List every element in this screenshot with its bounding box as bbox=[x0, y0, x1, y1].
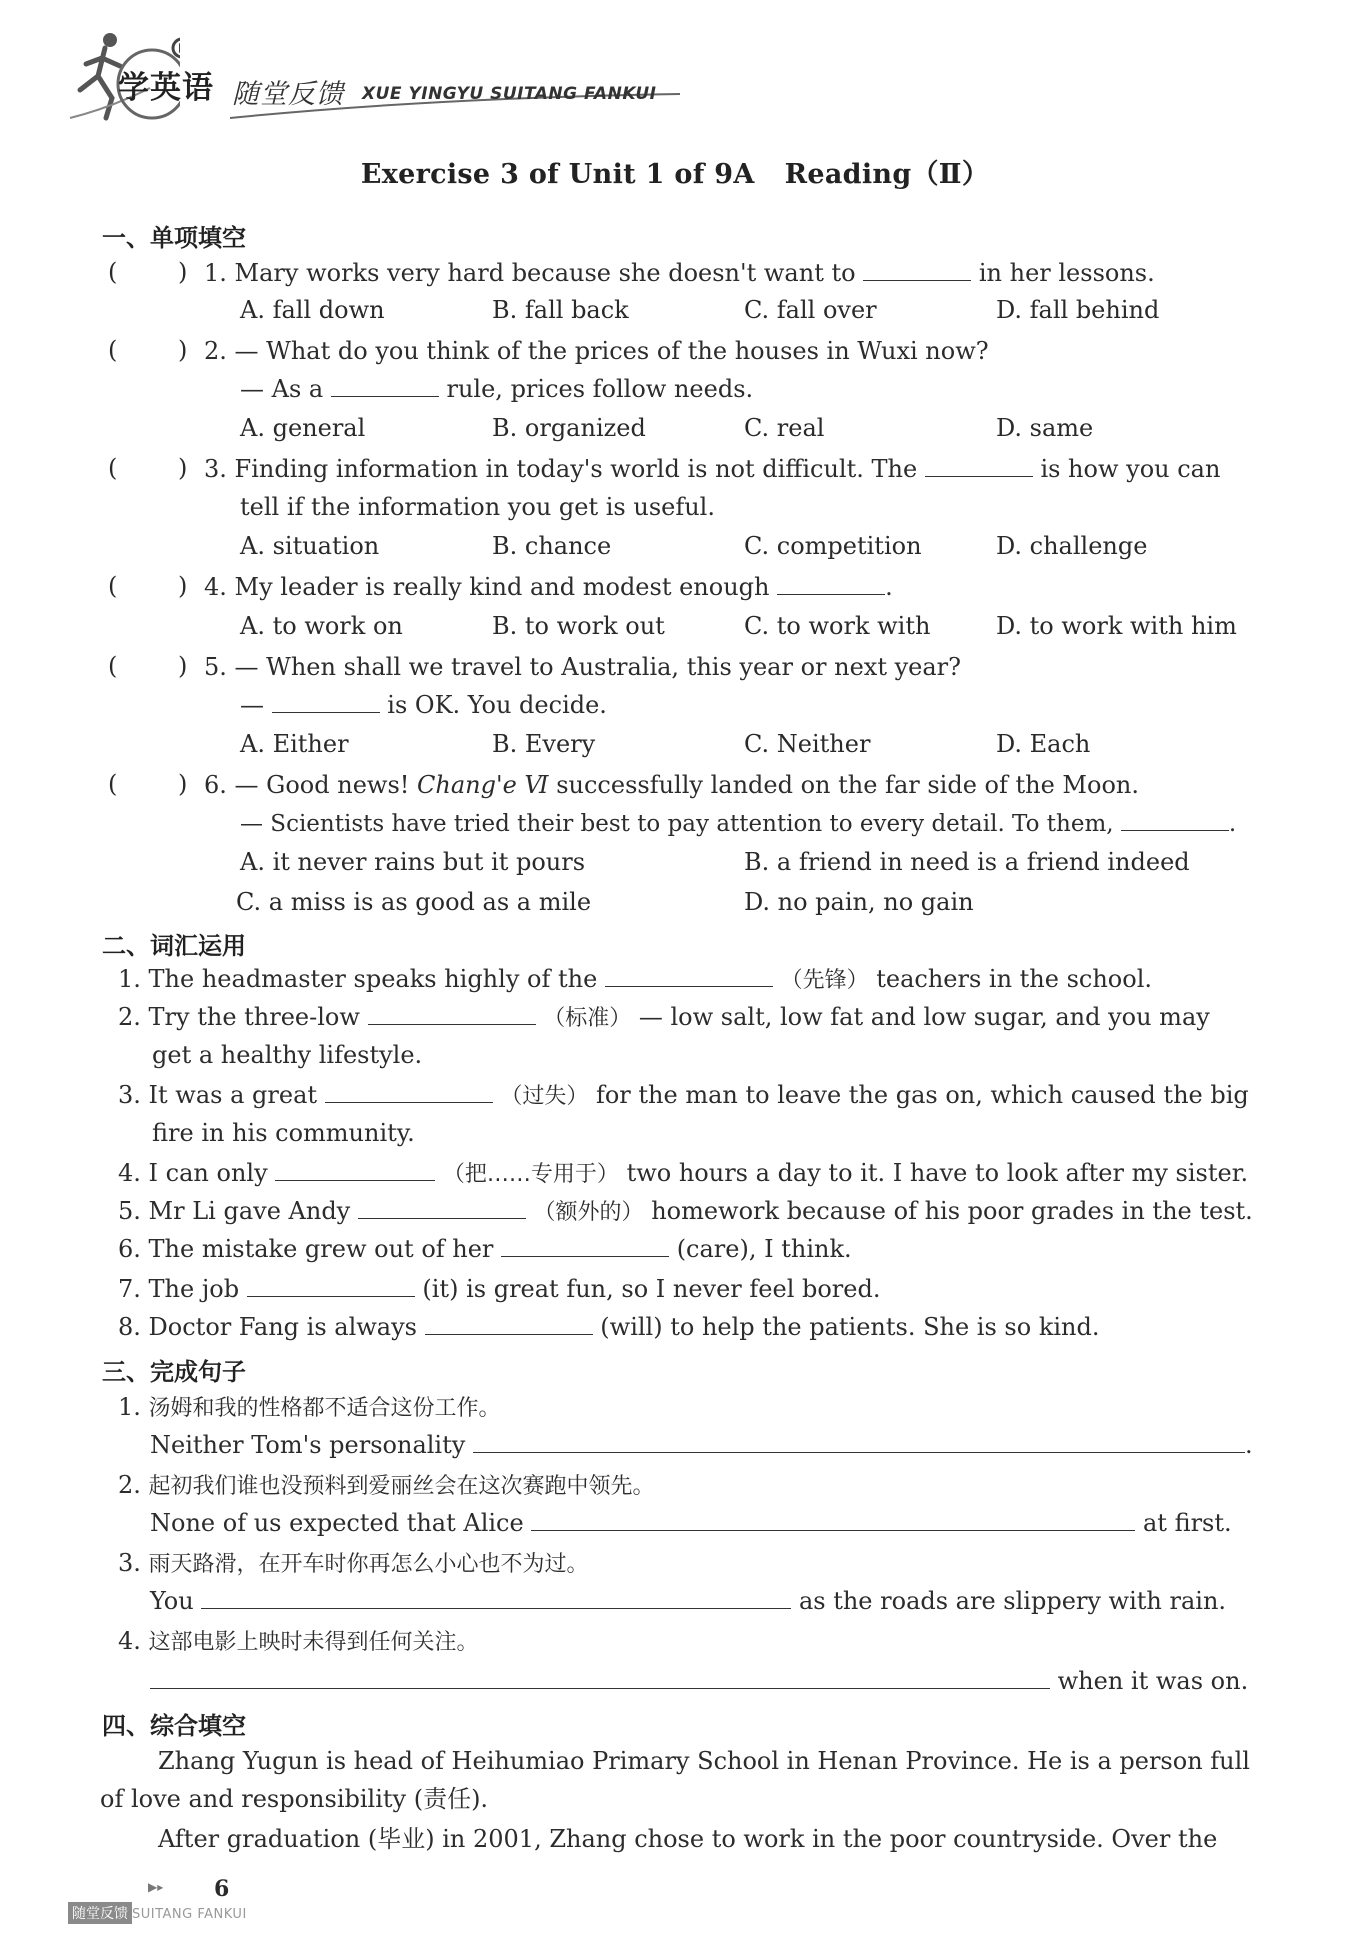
question-stem: — As a bbox=[240, 375, 324, 403]
question-3-line-2: tell if the information you get is useful. bbox=[240, 493, 715, 521]
option-c[interactable]: C. real bbox=[744, 414, 825, 442]
answer-blank[interactable] bbox=[275, 1158, 435, 1181]
vocab-item-3 bbox=[118, 1080, 1249, 1112]
section-1-heading: 一、单项填空 bbox=[102, 224, 246, 252]
answer-paren-open: ( bbox=[108, 572, 118, 600]
question-stem: — What do you think of the prices of the houses in Wuxi now? bbox=[234, 337, 989, 365]
item-number: 2. bbox=[118, 1003, 141, 1031]
option-d[interactable]: D. same bbox=[996, 414, 1094, 442]
question-stem: — Good news! bbox=[234, 771, 410, 799]
item-text: It was a great bbox=[148, 1081, 318, 1109]
item-english-end: as the roads are slippery with rain. bbox=[798, 1587, 1227, 1615]
page-title bbox=[0, 152, 1350, 191]
brand-english: XUE YINGYU SUITANG FANKUI bbox=[362, 84, 657, 104]
item-text: The headmaster speaks highly of the bbox=[148, 965, 598, 993]
item-chinese: 汤姆和我的性格都不适合这份工作。 bbox=[148, 1396, 501, 1421]
option-c[interactable]: C. to work with bbox=[744, 612, 931, 640]
item-text: Doctor Fang is always bbox=[148, 1313, 417, 1341]
vocab-item-6 bbox=[118, 1234, 852, 1264]
option-b[interactable]: B. to work out bbox=[492, 612, 665, 640]
translate-item-4-cn bbox=[118, 1626, 479, 1658]
answer-blank[interactable] bbox=[425, 1312, 593, 1335]
question-number: 6. bbox=[204, 771, 227, 799]
section-3-heading: 三、完成句子 bbox=[102, 1358, 246, 1386]
vocab-item-5 bbox=[118, 1196, 1253, 1228]
answer-paren-open: ( bbox=[108, 336, 118, 364]
question-stem-end: . bbox=[1228, 811, 1237, 837]
option-d[interactable]: D. Each bbox=[996, 730, 1091, 758]
answer-paren-close: ) bbox=[178, 572, 188, 600]
answer-blank[interactable] bbox=[358, 1196, 526, 1219]
question-2-line-2 bbox=[240, 374, 753, 404]
answer-paren-close: ) bbox=[178, 770, 188, 798]
question-stem: — When shall we travel to Australia, this year or next year? bbox=[234, 653, 962, 681]
answer-blank[interactable] bbox=[605, 964, 773, 987]
translate-item-2-cn bbox=[118, 1470, 655, 1502]
question-number: 3. bbox=[204, 455, 227, 483]
option-c[interactable]: C. a miss is as good as a mile bbox=[236, 888, 592, 916]
vocab-item-2-line-2: get a healthy lifestyle. bbox=[152, 1041, 423, 1069]
question-stem-end: successfully landed on the far side of the Moon. bbox=[556, 771, 1139, 799]
page-number: 6 bbox=[214, 1876, 230, 1902]
answer-paren-open: ( bbox=[108, 770, 118, 798]
item-hint: （额外的） bbox=[533, 1200, 644, 1225]
footer-brand-english: SUITANG FANKUI bbox=[132, 1907, 247, 1922]
item-number: 5. bbox=[118, 1197, 141, 1225]
option-a[interactable]: A. Either bbox=[240, 730, 349, 758]
footer-brand bbox=[68, 1902, 247, 1924]
answer-blank[interactable] bbox=[863, 258, 971, 281]
item-text-end: for the man to leave the gas on, which caused the big bbox=[595, 1081, 1249, 1109]
answer-paren-close: ) bbox=[178, 336, 188, 364]
answer-paren-close: ) bbox=[178, 652, 188, 680]
option-d[interactable]: D. fall behind bbox=[996, 296, 1160, 324]
item-number: 4. bbox=[118, 1159, 141, 1187]
translate-item-2-en bbox=[150, 1508, 1232, 1538]
vocab-item-2 bbox=[118, 1002, 1210, 1034]
translate-item-3-cn bbox=[118, 1548, 589, 1580]
question-5-line-2 bbox=[240, 690, 607, 720]
option-b[interactable]: B. a friend in need is a friend indeed bbox=[744, 848, 1190, 876]
question-stem-end: in her lessons. bbox=[978, 259, 1155, 287]
vocab-item-3-line-2: fire in his community. bbox=[152, 1119, 415, 1147]
header bbox=[50, 18, 690, 128]
answer-blank[interactable] bbox=[325, 1080, 493, 1103]
item-english-end: when it was on. bbox=[1057, 1667, 1249, 1695]
vocab-item-4 bbox=[118, 1158, 1248, 1190]
question-stem-end: is how you can bbox=[1040, 455, 1221, 483]
brand-chinese-subtitle: 随堂反馈 bbox=[232, 79, 344, 110]
answer-paren-open: ( bbox=[108, 454, 118, 482]
question-stem: Mary works very hard because she doesn't want to bbox=[234, 259, 856, 287]
option-b[interactable]: B. fall back bbox=[492, 296, 629, 324]
question-stem-end: . bbox=[885, 573, 893, 601]
item-chinese: 起初我们谁也没预料到爱丽丝会在这次赛跑中领先。 bbox=[148, 1474, 655, 1499]
footer-brand-chinese: 随堂反馈 bbox=[68, 1902, 132, 1924]
option-c[interactable]: C. Neither bbox=[744, 730, 871, 758]
item-text-end: is great fun, so I never feel bored. bbox=[466, 1275, 881, 1303]
question-stem: — bbox=[240, 691, 264, 719]
option-c[interactable]: C. competition bbox=[744, 532, 922, 560]
item-hint: （过失） bbox=[500, 1084, 589, 1109]
answer-paren-close: ) bbox=[178, 258, 188, 286]
question-stem-italic: Chang'e Ⅵ bbox=[417, 771, 549, 799]
passage-line-1: Zhang Yugun is head of Heihumiao Primary School in Henan Province. He is a person full bbox=[158, 1747, 1250, 1775]
item-hint: （把……专用于） bbox=[442, 1162, 619, 1187]
item-text: The job bbox=[148, 1275, 240, 1303]
question-6-line-2 bbox=[240, 808, 1236, 839]
item-english: None of us expected that Alice bbox=[150, 1509, 524, 1537]
answer-blank[interactable] bbox=[777, 572, 885, 595]
item-number: 4. bbox=[118, 1627, 141, 1655]
item-text-end: I think. bbox=[764, 1235, 852, 1263]
option-d[interactable]: D. challenge bbox=[996, 532, 1148, 560]
option-b[interactable]: B. chance bbox=[492, 532, 612, 560]
item-english-end: at first. bbox=[1142, 1509, 1232, 1537]
item-text-end: — low salt, low fat and low sugar, and you may bbox=[638, 1003, 1210, 1031]
option-a[interactable]: A. general bbox=[240, 414, 366, 442]
footer-arrow-icon: ▶▸ bbox=[148, 1880, 164, 1894]
item-number: 8. bbox=[118, 1313, 141, 1341]
item-number: 7. bbox=[118, 1275, 141, 1303]
translate-item-1-en bbox=[150, 1430, 1253, 1460]
option-b[interactable]: B. Every bbox=[492, 730, 596, 758]
item-number: 6. bbox=[118, 1235, 141, 1263]
item-text: The mistake grew out of her bbox=[148, 1235, 494, 1263]
item-hint: (care), bbox=[676, 1235, 757, 1263]
item-english: You bbox=[150, 1587, 194, 1615]
vocab-item-1 bbox=[118, 964, 1152, 996]
question-stem-end: is OK. You decide. bbox=[387, 691, 607, 719]
question-stem: Finding information in today's world is not difficult. The bbox=[234, 455, 918, 483]
item-text: Mr Li gave Andy bbox=[148, 1197, 351, 1225]
translate-item-4-en bbox=[150, 1666, 1248, 1696]
option-a[interactable]: A. situation bbox=[240, 532, 380, 560]
question-5 bbox=[204, 652, 961, 682]
item-number: 1. bbox=[118, 1393, 141, 1421]
question-number: 4. bbox=[204, 573, 227, 601]
item-number: 2. bbox=[118, 1471, 141, 1499]
option-a[interactable]: A. it never rains but it pours bbox=[240, 848, 586, 876]
answer-blank[interactable] bbox=[247, 1274, 415, 1297]
question-4 bbox=[204, 572, 893, 602]
item-text-end: homework because of his poor grades in the test. bbox=[651, 1197, 1253, 1225]
item-text-end: to help the patients. She is so kind. bbox=[670, 1313, 1100, 1341]
section-4-heading: 四、综合填空 bbox=[102, 1712, 246, 1740]
answer-paren-close: ) bbox=[178, 454, 188, 482]
item-chinese: 这部电影上映时未得到任何关注。 bbox=[148, 1630, 479, 1655]
option-d[interactable]: D. no pain, no gain bbox=[744, 888, 974, 916]
answer-blank[interactable] bbox=[925, 454, 1033, 477]
answer-blank[interactable] bbox=[473, 1430, 1245, 1453]
question-number: 1. bbox=[204, 259, 227, 287]
answer-blank[interactable] bbox=[1121, 808, 1229, 831]
item-text: Try the three-low bbox=[148, 1003, 360, 1031]
title-exercise: Exercise 3 of Unit 1 of 9A bbox=[360, 159, 755, 190]
question-2 bbox=[204, 336, 989, 366]
passage-line-2: of love and responsibility (责任). bbox=[100, 1785, 489, 1813]
question-3 bbox=[204, 454, 1220, 484]
item-text-end: teachers in the school. bbox=[876, 965, 1153, 993]
item-english: Neither Tom's personality bbox=[150, 1431, 466, 1459]
answer-paren-open: ( bbox=[108, 652, 118, 680]
answer-paren-open: ( bbox=[108, 258, 118, 286]
question-stem-end: rule, prices follow needs. bbox=[446, 375, 754, 403]
item-hint: （先锋） bbox=[780, 968, 869, 993]
item-english-end: . bbox=[1244, 1431, 1253, 1459]
item-chinese: 雨天路滑，在开车时你再怎么小心也不为过。 bbox=[148, 1552, 589, 1577]
title-reading: Reading（Ⅱ） bbox=[784, 159, 990, 190]
option-c[interactable]: C. fall over bbox=[744, 296, 877, 324]
vocab-item-8 bbox=[118, 1312, 1100, 1342]
option-d[interactable]: D. to work with him bbox=[996, 612, 1237, 640]
item-number: 3. bbox=[118, 1081, 141, 1109]
answer-blank[interactable] bbox=[531, 1508, 1135, 1531]
passage-line-3: After graduation (毕业) in 2001, Zhang chose to work in the poor countryside. Over the bbox=[158, 1825, 1218, 1853]
vocab-item-7 bbox=[118, 1274, 880, 1304]
section-2-heading: 二、词汇运用 bbox=[102, 932, 246, 960]
brand-chinese: 学英语 bbox=[118, 70, 214, 106]
answer-blank[interactable] bbox=[272, 690, 380, 713]
item-hint: (it) bbox=[422, 1275, 459, 1303]
item-number: 3. bbox=[118, 1549, 141, 1577]
option-b[interactable]: B. organized bbox=[492, 414, 646, 442]
question-stem: My leader is really kind and modest enough bbox=[234, 573, 770, 601]
option-a[interactable]: A. fall down bbox=[240, 296, 385, 324]
translate-item-1-cn bbox=[118, 1392, 501, 1424]
item-text-end: two hours a day to it. I have to look after my sister. bbox=[626, 1159, 1249, 1187]
item-text: I can only bbox=[148, 1159, 268, 1187]
answer-blank[interactable] bbox=[201, 1586, 791, 1609]
item-hint: （标准） bbox=[543, 1006, 632, 1031]
answer-blank[interactable] bbox=[331, 374, 439, 397]
question-number: 2. bbox=[204, 337, 227, 365]
item-hint: (will) bbox=[600, 1313, 663, 1341]
question-number: 5. bbox=[204, 653, 227, 681]
translate-item-3-en bbox=[150, 1586, 1226, 1616]
answer-blank[interactable] bbox=[150, 1666, 1050, 1689]
question-stem: — Scientists have tried their best to pay attention to every detail. To them, bbox=[240, 811, 1114, 837]
question-6 bbox=[204, 770, 1139, 800]
option-a[interactable]: A. to work on bbox=[240, 612, 403, 640]
question-1 bbox=[204, 258, 1155, 288]
answer-blank[interactable] bbox=[368, 1002, 536, 1025]
item-number: 1. bbox=[118, 965, 141, 993]
answer-blank[interactable] bbox=[501, 1234, 669, 1257]
